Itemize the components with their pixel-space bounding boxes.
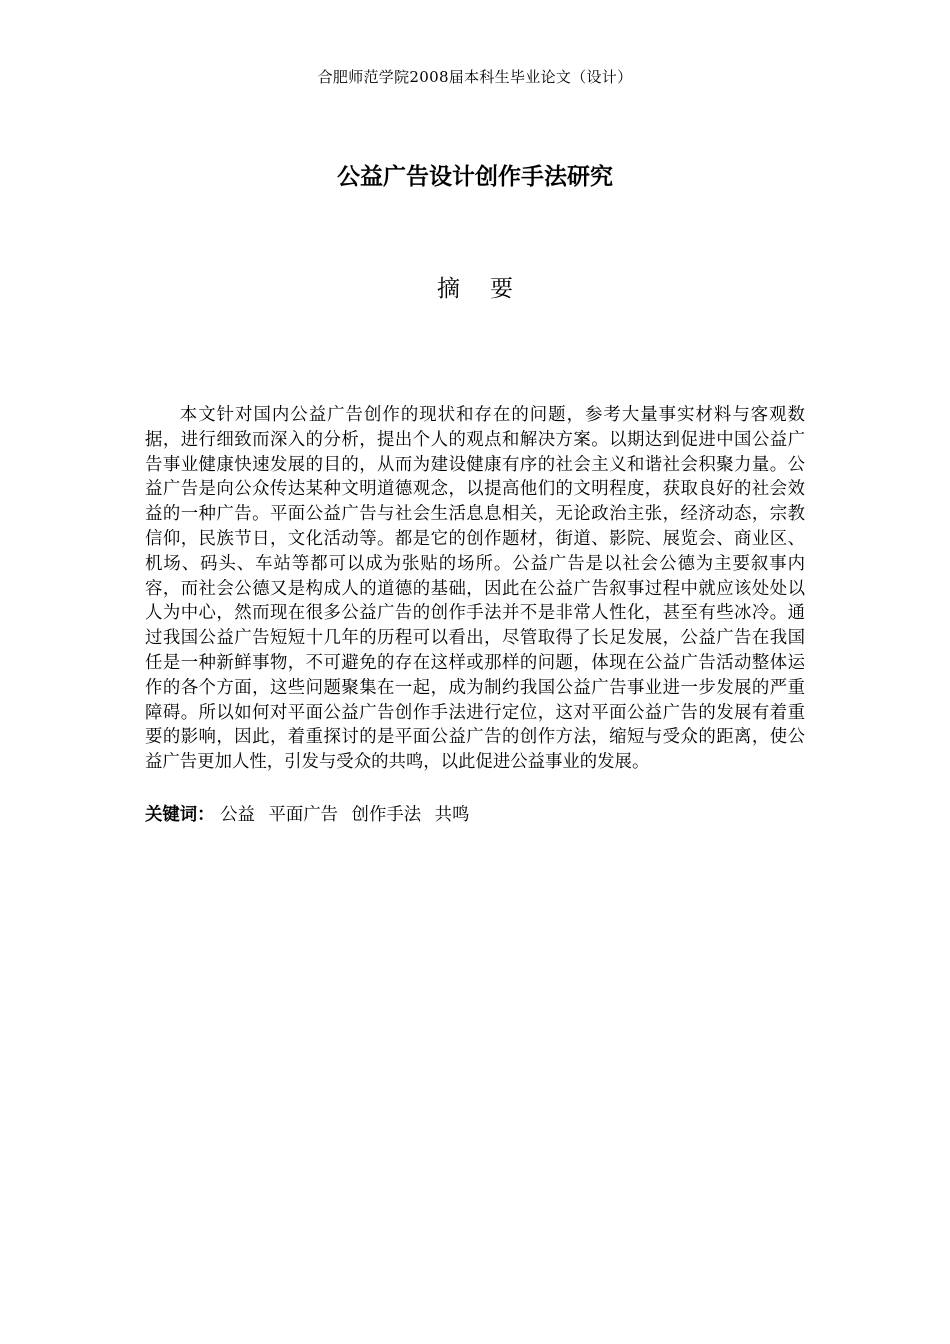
keyword-item: 公益	[220, 805, 255, 825]
keyword-list	[215, 805, 478, 825]
keyword-item: 共鸣	[434, 805, 470, 825]
abstract-paragraph: 本文针对国内公益广告创作的现状和存在的问题，参考大量事实材料与客观数据，进行细致而深入的分析，提出个人的观点和解决方案。以期达到促进中国公益广告事业健康快速发展的目的，从而为建设健康有序的社会主义和谐社会积聚力量。公益广告是向公众传达某种文明道德观念，以提高他们的文明程度，获取良好的社会效益的一种广告。平面公益广告与社会生活息息相关，无论政治主张，经济动态，宗教信仰，民族节日，文化活动等。都是它的创作题材，街道、影院、展览会、商业区、机场、码头、车站等都可以成为张贴的场所。公益广告是以社会公德为主要叙事内容，而社会公德又是构成人的道德的基础，因此在公益广告叙事过程中就应该处处以人为中心，然而现在很多公益广告的创作手法并不是非常人性化，甚至有些冰冷。通过我国公益广告短短十几年的历程可以看出，尽管取得了长足发展，公益广告在我国任是一种新鲜事物，不可避免的存在这样或那样的问题，体现在公益广告活动整体运作的各个方面，这些问题聚集在一起，成为制约我国公益广告事业进一步发展的严重障碍。所以如何对平面公益广告创作手法进行定位，这对平面公益广告的发展有着重要的影响，因此，着重探讨的是平面公益广告的创作方法，缩短与受众的距离，使公益广告更加人性，引发与受众的共鸣，以此促进公益事业的发展。	[145, 405, 805, 773]
keywords-line	[145, 803, 805, 827]
keywords-label: 关键词：	[145, 805, 215, 825]
paper-title: 公益广告设计创作手法研究	[337, 164, 613, 190]
keyword-item: 创作手法	[351, 805, 422, 825]
running-header: 合肥师范学院2008届本科生毕业论文（设计）	[317, 68, 633, 86]
keyword-item: 平面广告	[268, 805, 339, 825]
abstract-heading: 摘要	[437, 276, 543, 302]
